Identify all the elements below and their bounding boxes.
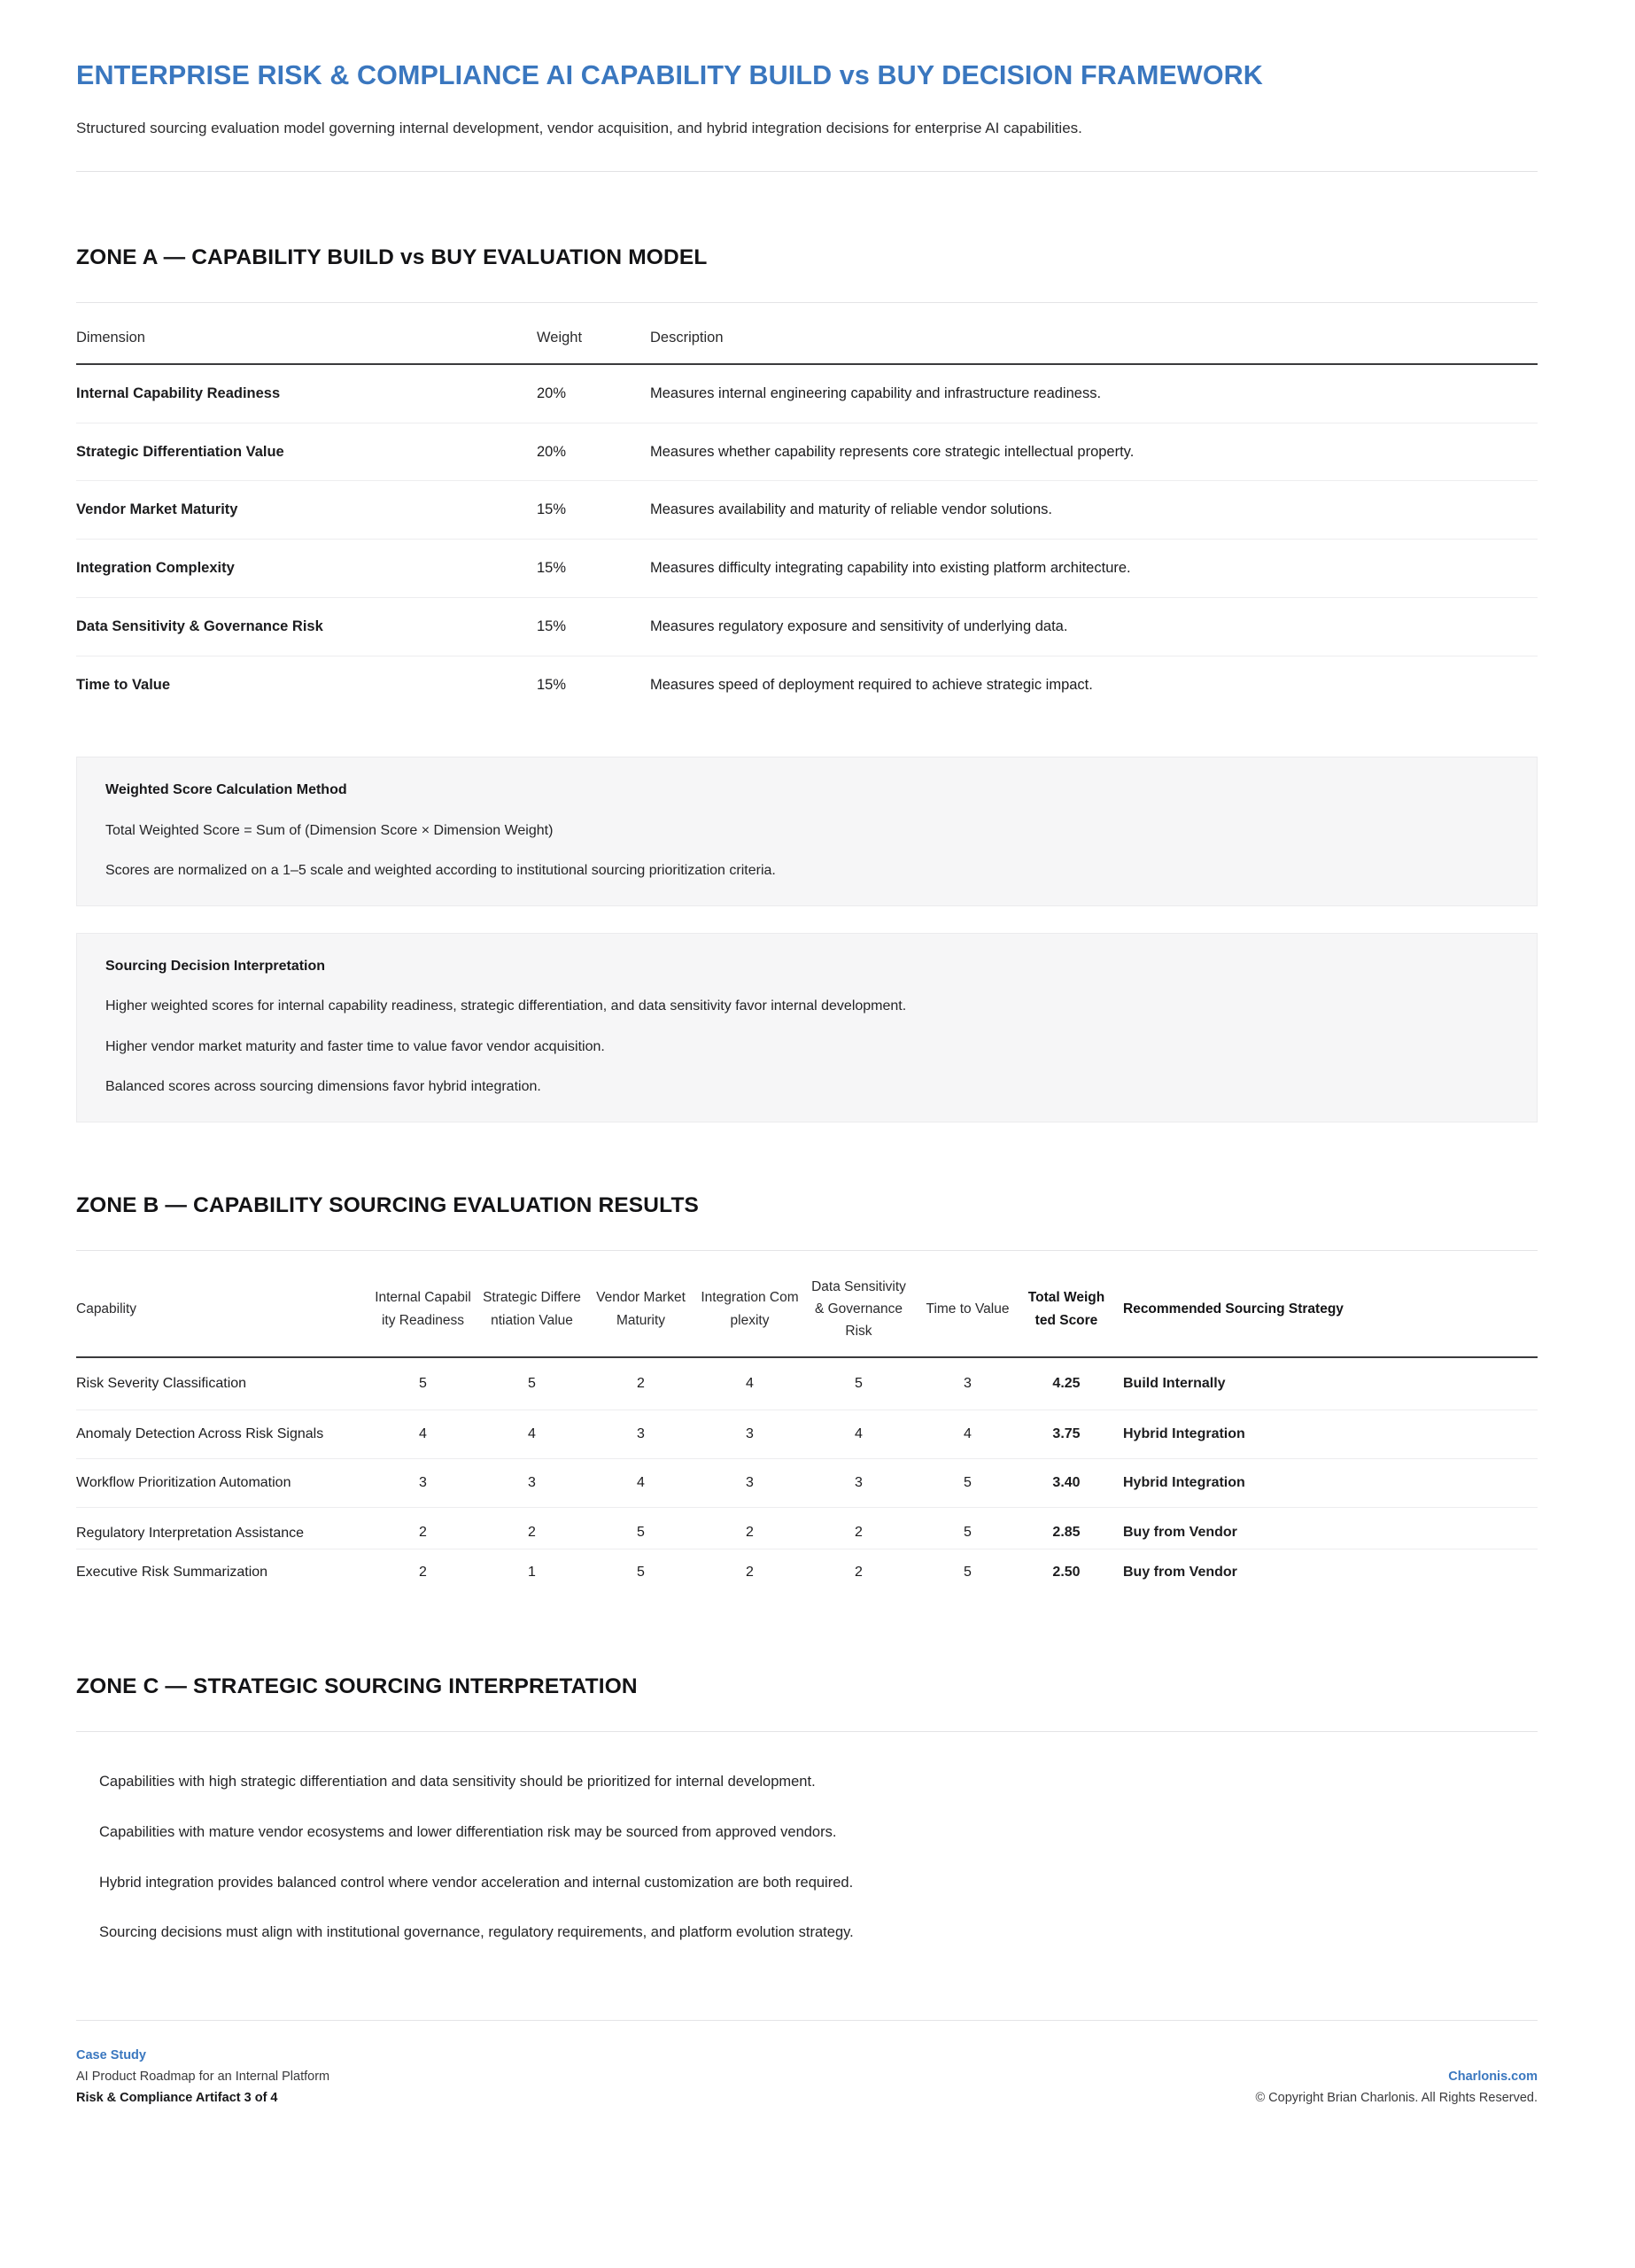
site-link[interactable]: Charlonis.com [1448, 2070, 1538, 2085]
column-header-integration-complexity: Integration Complexity [695, 1276, 804, 1357]
cell-description: Measures speed of deployment required to achieve strategic impact. [650, 677, 1093, 694]
footer-section [76, 1944, 1538, 2141]
cell-internal-capability-readiness: 5 [368, 1357, 477, 1410]
cell-data-sensitivity-governance-risk: 4 [804, 1410, 913, 1459]
cell-recommended-sourcing-strategy: Buy from Vendor [1111, 1508, 1538, 1550]
cell-vendor-market-maturity: 5 [586, 1508, 695, 1550]
column-header-dimension: Dimension [76, 330, 537, 364]
cell-time-to-value: 4 [913, 1410, 1022, 1459]
cell-internal-capability-readiness: 4 [368, 1410, 477, 1459]
cell-weight: 15% [537, 481, 650, 540]
cell-strategic-differentiation-value: 4 [477, 1410, 586, 1459]
table-row [76, 1357, 1538, 1410]
column-header-capability: Capability [76, 1276, 368, 1357]
table-row [76, 540, 1538, 598]
cell-capability: Regulatory Interpretation Assistance [76, 1508, 368, 1550]
table-row [76, 1550, 1538, 1599]
table-row [76, 1508, 1538, 1550]
cell-integration-complexity: 4 [695, 1357, 804, 1410]
list-item: Capabilities with mature vendor ecosystems and lower differentiation risk may be sourced from approved vendors. [99, 1823, 837, 1840]
footer-right [1255, 2067, 1538, 2109]
table-header-row [76, 330, 1538, 364]
cell-vendor-market-maturity: 4 [586, 1459, 695, 1508]
cell-capability: Risk Severity Classification [76, 1357, 368, 1410]
column-header-vendor-market-maturity: Vendor Market Maturity [586, 1276, 695, 1357]
cell-dimension: Time to Value [76, 677, 171, 694]
cell-time-to-value: 5 [964, 1565, 972, 1581]
cell-total-weighted-score: 2.85 [1022, 1508, 1111, 1550]
cell-description: Measures difficulty integrating capability into existing platform architecture. [650, 540, 1538, 598]
callout-line: Total Weighted Score = Sum of (Dimension Score × Dimension Weight) [105, 822, 554, 838]
cell-dimension: Internal Capability Readiness [76, 364, 537, 423]
sourcing-evaluation-results-table [76, 1276, 1538, 1598]
cell-weight: 15% [537, 598, 650, 656]
column-header-recommended-sourcing-strategy: Recommended Sourcing Strategy [1111, 1276, 1538, 1357]
column-header-description: Description [650, 330, 1538, 364]
table-row [76, 1459, 1538, 1508]
case-study-label: Case Study [76, 2048, 146, 2063]
callout-title: Weighted Score Calculation Method [105, 782, 347, 798]
zone-a-heading: ZONE A — CAPABILITY BUILD vs BUY EVALUATION MODEL [76, 245, 708, 269]
cell-time-to-value: 5 [913, 1459, 1022, 1508]
cell-integration-complexity: 3 [695, 1459, 804, 1508]
zone-c-heading: ZONE C — STRATEGIC SOURCING INTERPRETATION [76, 1674, 638, 1699]
table-row [76, 364, 1538, 423]
cell-weight: 15% [537, 677, 567, 694]
footer [76, 2046, 1538, 2141]
page-title: ENTERPRISE RISK & COMPLIANCE AI CAPABILITY BUILD vs BUY DECISION FRAMEWORK [76, 60, 1263, 90]
cell-time-to-value: 5 [913, 1508, 1022, 1550]
table-row [76, 656, 1538, 714]
cell-internal-capability-readiness: 2 [368, 1508, 477, 1550]
cell-dimension: Strategic Differentiation Value [76, 423, 537, 481]
cell-description: Measures internal engineering capability and infrastructure readiness. [650, 364, 1538, 423]
copyright-text: © Copyright Brian Charlonis. All Rights Reserved. [1255, 2091, 1538, 2106]
cell-internal-capability-readiness: 2 [419, 1565, 427, 1581]
cell-dimension: Vendor Market Maturity [76, 481, 537, 540]
cell-capability: Workflow Prioritization Automation [76, 1459, 368, 1508]
cell-recommended-sourcing-strategy: Hybrid Integration [1111, 1459, 1538, 1508]
cell-weight: 20% [537, 423, 650, 481]
project-name: AI Product Roadmap for an Internal Platform [76, 2070, 330, 2085]
cell-recommended-sourcing-strategy: Buy from Vendor [1123, 1565, 1237, 1581]
cell-time-to-value: 3 [913, 1357, 1022, 1410]
cell-data-sensitivity-governance-risk: 5 [804, 1357, 913, 1410]
column-header-time-to-value: Time to Value [913, 1276, 1022, 1357]
table-row [76, 598, 1538, 656]
cell-weight: 15% [537, 540, 650, 598]
cell-strategic-differentiation-value: 1 [528, 1565, 536, 1581]
cell-description: Measures regulatory exposure and sensitivity of underlying data. [650, 598, 1538, 656]
column-header-weight: Weight [537, 330, 650, 364]
cell-recommended-sourcing-strategy: Hybrid Integration [1111, 1410, 1538, 1459]
cell-strategic-differentiation-value: 2 [477, 1508, 586, 1550]
cell-integration-complexity: 2 [746, 1565, 754, 1581]
zone-b-section [76, 1122, 1538, 1598]
list-item: Hybrid integration provides balanced control where vendor acceleration and internal customization are both required. [99, 1874, 854, 1891]
table-header-row [76, 1276, 1538, 1357]
cell-dimension: Data Sensitivity & Governance Risk [76, 598, 537, 656]
cell-strategic-differentiation-value: 5 [477, 1357, 586, 1410]
results-table-header [76, 1276, 1538, 1357]
cell-vendor-market-maturity: 2 [586, 1357, 695, 1410]
zone-c-divider [76, 1731, 1538, 1732]
cell-description: Measures whether capability represents core strategic intellectual property. [650, 423, 1538, 481]
artifact-label: Risk & Compliance Artifact 3 of 4 [76, 2091, 278, 2106]
cell-data-sensitivity-governance-risk: 2 [804, 1508, 913, 1550]
cell-recommended-sourcing-strategy: Build Internally [1111, 1357, 1538, 1410]
zone-c-interpretation-list [76, 1771, 1538, 1944]
cell-internal-capability-readiness: 3 [368, 1459, 477, 1508]
callout-line: Balanced scores across sourcing dimensions favor hybrid integration. [105, 1078, 541, 1094]
cell-total-weighted-score: 3.40 [1022, 1459, 1111, 1508]
list-item: Capabilities with high strategic differentiation and data sensitivity should be prioritized for internal development. [99, 1774, 816, 1790]
cell-strategic-differentiation-value: 3 [477, 1459, 586, 1508]
cell-data-sensitivity-governance-risk: 2 [855, 1565, 863, 1581]
cell-total-weighted-score: 4.25 [1022, 1357, 1111, 1410]
column-header-strategic-differentiation-value: Strategic Differentiation Value [477, 1276, 586, 1357]
cell-capability: Anomaly Detection Across Risk Signals [76, 1410, 368, 1459]
cell-vendor-market-maturity: 3 [586, 1410, 695, 1459]
cell-total-weighted-score: 3.75 [1022, 1410, 1111, 1459]
list-item: Sourcing decisions must align with institutional governance, regulatory requirements, and platform evolution strategy. [99, 1924, 854, 1941]
zone-a-divider [76, 302, 1538, 303]
zone-c-section [76, 1598, 1538, 1944]
column-header-total-weighted-score: Total Weighted Score [1022, 1276, 1111, 1357]
page-subtitle: Structured sourcing evaluation model governing internal development, vendor acquisition, and hybrid integration decisions for enterprise AI capabilities. [76, 120, 1082, 137]
cell-weight: 20% [537, 364, 650, 423]
callout-line: Higher vendor market maturity and faster time to value favor vendor acquisition. [105, 1038, 605, 1054]
column-header-internal-capability-readiness: Internal Capability Readiness [368, 1276, 477, 1357]
cell-integration-complexity: 3 [695, 1410, 804, 1459]
callout-line: Scores are normalized on a 1–5 scale and weighted according to institutional sourcing prioritization criteria. [105, 862, 776, 878]
zone-b-divider [76, 1250, 1538, 1251]
cell-capability: Executive Risk Summarization [76, 1565, 268, 1581]
cell-data-sensitivity-governance-risk: 3 [804, 1459, 913, 1508]
cell-description: Measures availability and maturity of reliable vendor solutions. [650, 481, 1538, 540]
cell-vendor-market-maturity: 5 [637, 1565, 645, 1581]
callout-title: Sourcing Decision Interpretation [105, 958, 326, 974]
results-table-body [76, 1357, 1538, 1598]
weighted-score-method-callout [76, 757, 1538, 906]
table-row [76, 423, 1538, 481]
evaluation-model-table-body [76, 364, 1538, 715]
table-row [76, 1410, 1538, 1459]
cell-integration-complexity: 2 [695, 1508, 804, 1550]
footer-divider [76, 2020, 1538, 2021]
evaluation-model-table [76, 330, 1538, 715]
sourcing-decision-interpretation-callout [76, 933, 1538, 1122]
callout-line: Higher weighted scores for internal capability readiness, strategic differentiation, and data sensitivity favor internal development. [105, 998, 907, 1014]
zone-a-section [76, 172, 1538, 1122]
footer-left [76, 2046, 329, 2109]
table-row [76, 481, 1538, 540]
evaluation-model-table-header [76, 330, 1538, 364]
zone-b-heading: ZONE B — CAPABILITY SOURCING EVALUATION RESULTS [76, 1192, 700, 1217]
column-header-data-sensitivity-governance-risk: Data Sensitivity & Governance Risk [804, 1276, 913, 1357]
cell-dimension: Integration Complexity [76, 540, 537, 598]
cell-total-weighted-score: 2.50 [1052, 1565, 1081, 1581]
